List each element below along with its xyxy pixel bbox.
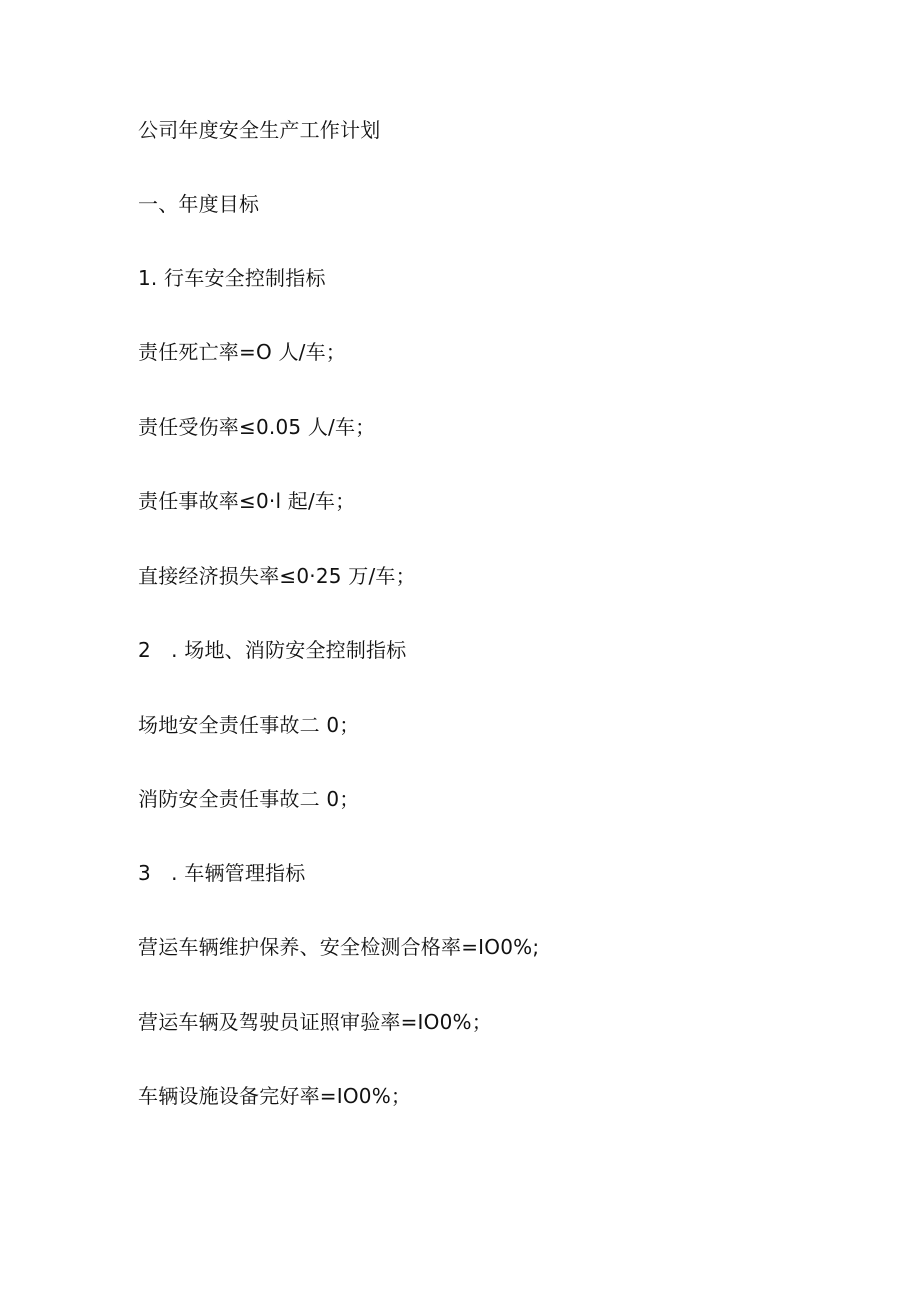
subsection-heading-vehicle-management: 3 . 车辆管理指标: [138, 861, 306, 885]
document-title: 公司年度安全生产工作计划: [138, 118, 381, 142]
subsection-heading-driving-safety: 1. 行车安全控制指标: [138, 266, 326, 290]
indicator-item: 责任死亡率=O 人/车；: [138, 340, 346, 364]
indicator-item: 责任事故率≤0·l 起/车；: [138, 489, 356, 513]
indicator-item: 消防安全责任事故二 0；: [138, 787, 360, 811]
indicator-item: 责任受伤率≤0.05 人/车；: [138, 415, 376, 439]
indicator-item: 营运车辆维护保养、安全检测合格率=IO0%;: [138, 935, 540, 959]
section-heading-annual-goals: 一、年度目标: [138, 192, 260, 216]
indicator-item: 场地安全责任事故二 0；: [138, 713, 360, 737]
indicator-item: 车辆设施设备完好率=IO0%；: [138, 1084, 412, 1108]
subsection-heading-site-fire-safety: 2 . 场地、消防安全控制指标: [138, 638, 407, 662]
indicator-item: 直接经济损失率≤0·25 万/车；: [138, 564, 416, 588]
indicator-item: 营运车辆及驾驶员证照审验率=IO0%；: [138, 1010, 492, 1034]
